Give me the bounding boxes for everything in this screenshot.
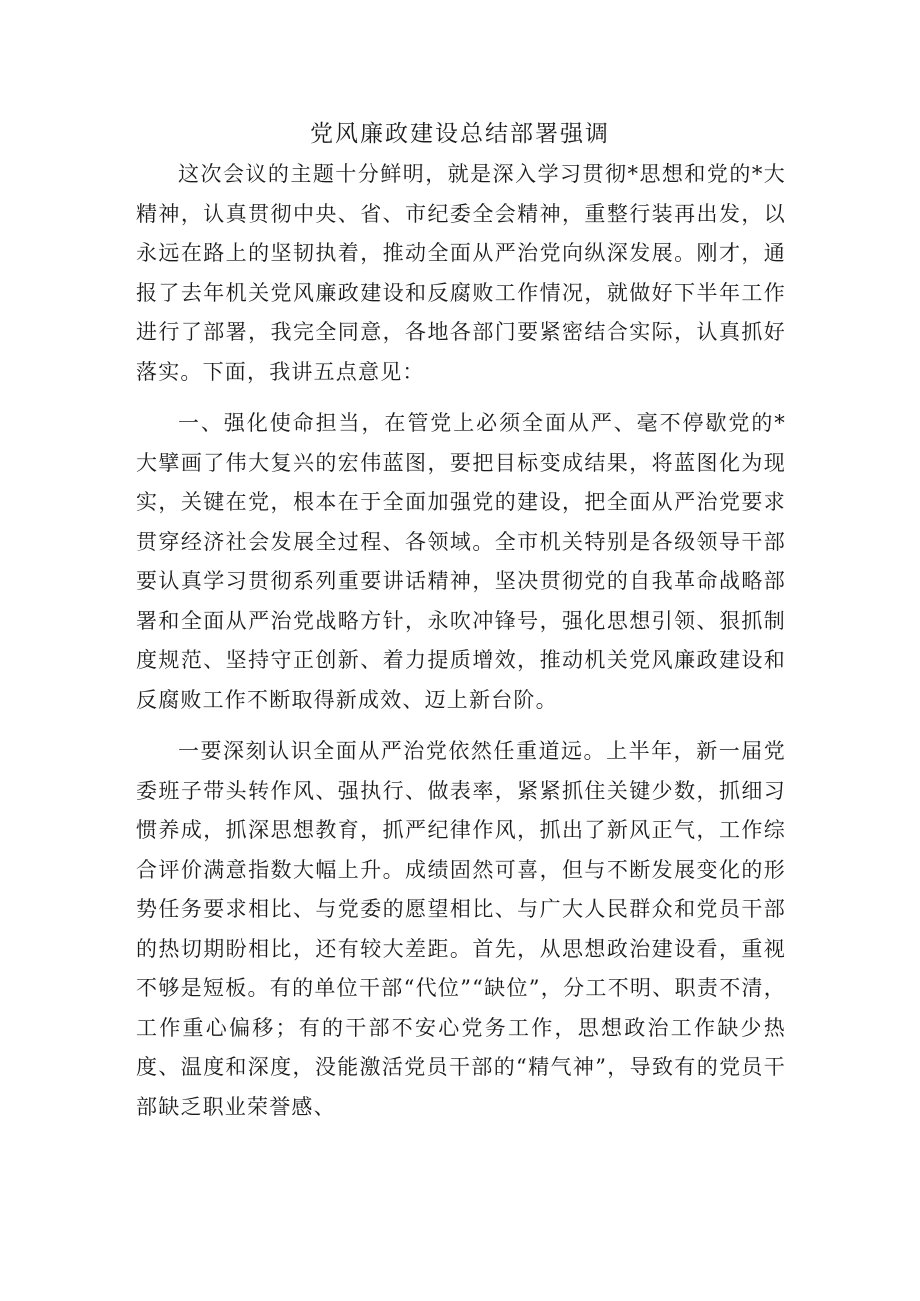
- paragraph-section-one: 一、强化使命担当，在管党上必须全面从严、毫不停歇党的*大擘画了伟大复兴的宏伟蓝图，要把目标变成结果，将蓝图化为现实，关键在党，根本在于全面加强党的建设，把全面从严治党要求贯穿经济社会发展全过程、各领域。全市机关特别是各级领导干部要认真学习贯彻系列重要讲话精神，坚决贯彻党的自我革命战略部署和全面从严治党战略方针，永吹冲锋号，强化思想引领、狠抓制度规范、坚持守正创新、着力提质增效，推动机关党风廉政建设和反腐败工作不断取得新成效、迈上新台阶。: [136, 411, 786, 712]
- paragraph-point-one: 一要深刻认识全面从严治党依然任重道远。上半年，新一届党委班子带头转作风、强执行、做表率，紧紧抓住关键少数，抓细习惯养成，抓深思想教育，抓严纪律作风，抓出了新风正气，工作综合评价满意指数大幅上升。成绩固然可喜，但与不断发展变化的形势任务要求相比、与党委的愿望相比、与广大人民群众和党员干部的热切期盼相比，还有较大差距。首先，从思想政治建设看，重视不够是短板。有的单位干部“代位”“缺位”，分工不明、职责不清，工作重心偏移；有的干部不安心党务工作，思想政治工作缺少热度、温度和深度，没能激活党员干部的“精气神”，导致有的党员干部缺乏职业荣誉感、: [136, 739, 786, 1119]
- document-body: [136, 155, 786, 1127]
- paragraph-intro: 这次会议的主题十分鲜明，就是深入学习贯彻*思想和党的*大精神，认真贯彻中央、省、市纪委全会精神，重整行装再出发，以永远在路上的坚韧执着，推动全面从严治党向纵深发展。刚才，通报了去年机关党风廉政建设和反腐败工作情况，就做好下半年工作进行了部署，我完全同意，各地各部门要紧密结合实际，认真抓好落实。下面，我讲五点意见：: [136, 162, 786, 384]
- document-title: 党风廉政建设总结部署强调: [310, 121, 610, 147]
